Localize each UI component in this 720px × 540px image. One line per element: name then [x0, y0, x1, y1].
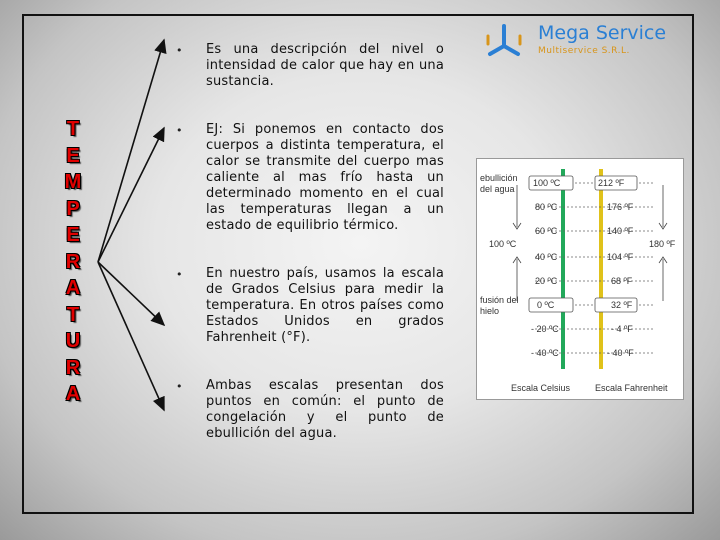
title-letter: T — [66, 303, 80, 326]
celsius-value: 40 ºC — [535, 252, 558, 262]
title-letter: P — [66, 197, 80, 220]
boiling-label: ebullición del agua — [480, 173, 518, 194]
title-letter: E — [66, 144, 80, 167]
bullet-text: En nuestro país, usamos la escala de Grados Celsius para medir la temperatura. En otros países como Estados Unidos en grados Fahrenheit (°F). — [206, 266, 444, 345]
celsius-value: - 40 ºC — [531, 348, 559, 358]
logo-mark-icon — [484, 22, 528, 62]
fahrenheit-value: - 4 ºF — [611, 324, 633, 334]
thermometer-graphics — [477, 159, 683, 399]
title-letter: A — [65, 277, 81, 299]
title-letter: U — [65, 330, 81, 352]
fahrenheit-value: 104 ºF — [607, 252, 634, 262]
bullet-marker: • — [176, 268, 183, 281]
title-letter: E — [66, 224, 80, 246]
title-letter: R — [65, 250, 81, 273]
thermometer-figure — [476, 158, 684, 400]
celsius-value: 20 ºC — [535, 276, 558, 286]
logo-subtitle: Multiservice S.R.L. — [538, 46, 630, 56]
bullet-marker: • — [176, 44, 183, 57]
arrow-to-bullet-2 — [98, 128, 164, 262]
celsius-scale-label: Escala Celsius — [511, 383, 571, 393]
celsius-bar — [561, 169, 565, 369]
arrow-to-bullet-3 — [98, 262, 164, 325]
fahrenheit-value: 140 ºF — [607, 226, 634, 236]
celsius-value: 100 ºC — [533, 178, 561, 188]
bullet-text: Ambas escalas presentan dos puntos en común: el punto de congelación y el punto de ebullición del agua. — [206, 378, 444, 441]
celsius-value: 80 ºC — [535, 202, 558, 212]
fahrenheit-value: 212 ºF — [598, 178, 625, 188]
title-letter: M — [64, 171, 82, 193]
freezing-label: fusión del hielo — [480, 295, 519, 316]
arrow-to-bullet-4 — [98, 262, 164, 410]
title-letter: A — [65, 383, 81, 405]
fahrenheit-value: 176 ºF — [607, 202, 634, 212]
fahrenheit-range-label: 180 ºF — [649, 239, 676, 249]
bullet-text: EJ: Si ponemos en contacto dos cuerpos a distinta temperatura, el calor se transmite del cuerpo mas caliente al mas frío hasta un determinado momento en el cual las temperaturas llegan a un estado de equilibrio térmico. — [206, 122, 444, 233]
bullet-marker: • — [176, 380, 183, 393]
celsius-range-label: 100 ºC — [489, 239, 517, 249]
fahrenheit-value: - 40 ºF — [607, 348, 634, 358]
celsius-value: 60 ºC — [535, 226, 558, 236]
fahrenheit-scale-label: Escala Fahrenheit — [595, 383, 668, 393]
bullet-marker: • — [176, 124, 183, 137]
arrow-to-bullet-1 — [98, 40, 164, 262]
celsius-value: - 20 ºC — [531, 324, 559, 334]
title-letter: R — [65, 356, 81, 379]
fahrenheit-value: 32 ºF — [611, 300, 633, 310]
bullet-text: Es una descripción del nivel o intensidad de calor que hay en una sustancia. — [206, 42, 444, 89]
fahrenheit-value: 68 ºF — [611, 276, 633, 286]
title-letter: T — [66, 118, 80, 140]
company-logo — [482, 22, 692, 62]
celsius-value: 0 ºC — [537, 300, 555, 310]
logo-name: Mega Service — [538, 22, 667, 44]
fahrenheit-bar — [599, 169, 603, 369]
